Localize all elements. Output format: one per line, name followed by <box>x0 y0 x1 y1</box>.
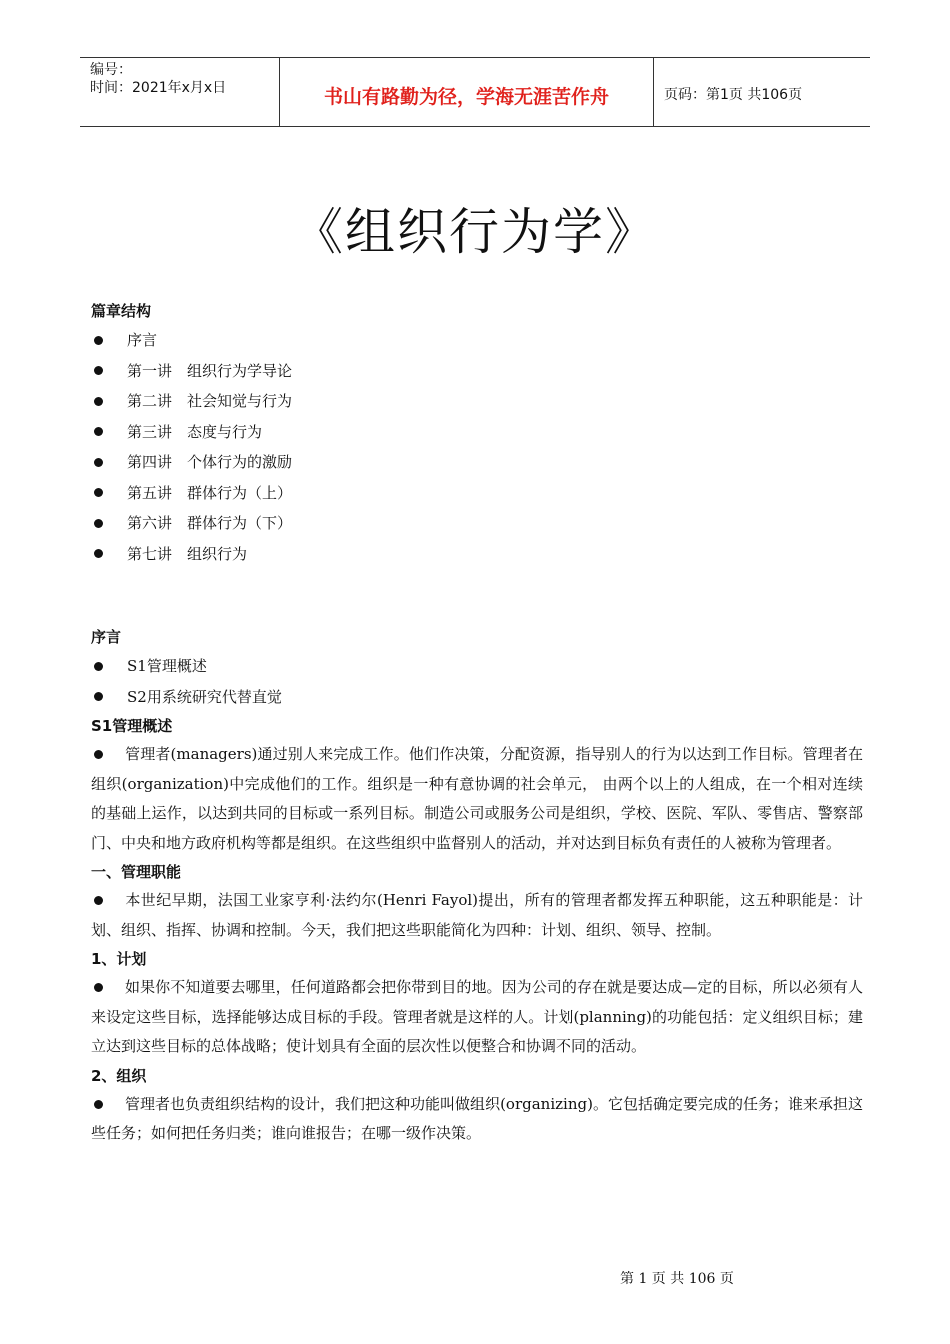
document-time-label: 时间：2021年x月x日 <box>90 80 227 96</box>
header-motto: 书山有路勤为径，学海无涯苦作舟 <box>280 58 654 126</box>
document-header <box>80 57 870 127</box>
header-info-cell <box>80 58 280 126</box>
preface-item: S2用系统研究代替直觉 <box>91 682 863 713</box>
toc-item: 第六讲 群体行为（下） <box>91 508 863 539</box>
bullet-icon <box>94 896 103 905</box>
s1-paragraph: 管理者(managers)通过别人来完成工作。他们作决策，分配资源，指导别人的行为以达到工作目标。管理者在组织(organization)中完成他们的工作。组织是一种有意协调的社会单元， 由两个以上的人组成，在一个相对连续的基础上运作，以达到共同的目标或一系列目标。制造公司或服务公司是组织，学校、医院、军队、零售店、警察部门、中央和地方政府机构等都是组织。在这些组织中监督别人的活动，并对达到目标负有责任的人被称为管理者。 <box>91 745 863 852</box>
bullet-icon <box>94 519 103 528</box>
s1-heading: S1管理概述 <box>91 717 173 735</box>
toc-item: 序言 <box>91 325 863 356</box>
toc-item: 第四讲 个体行为的激励 <box>91 447 863 478</box>
bullet-icon <box>94 549 103 558</box>
toc-item: 第五讲 群体行为（上） <box>91 478 863 509</box>
page-footer: 第 1 页 共 106 页 <box>620 1271 734 1287</box>
bullet-icon <box>94 427 103 436</box>
bullet-icon <box>94 750 103 759</box>
bullet-icon <box>94 397 103 406</box>
toc-item: 第二讲 社会知觉与行为 <box>91 386 863 417</box>
toc-item: 第一讲 组织行为学导论 <box>91 356 863 387</box>
preface-heading: 序言 <box>91 628 122 646</box>
toc-item: 第三讲 态度与行为 <box>91 417 863 448</box>
organizing-paragraph: 管理者也负责组织结构的设计，我们把这种功能叫做组织(organizing)。它包括确定要完成的任务；谁来承担这些任务；如何把任务归类；谁向谁报告；在哪一级作决策。 <box>91 1094 863 1142</box>
bullet-icon <box>94 488 103 497</box>
planning-paragraph: 如果你不知道要去哪里，任何道路都会把你带到目的地。因为公司的存在就是要达成—定的目标，所以必须有人来设定这些目标，选择能够达成目标的手段。管理者就是这样的人。计划(planning)的功能包括：定义组织目标；建立达到这些目标的总体战略；使计划具有全面的层次性以便整合和协调不同的活动。 <box>91 978 863 1055</box>
organizing-heading: 2、组织 <box>91 1066 147 1085</box>
toc-heading: 篇章结构 <box>91 302 152 320</box>
bullet-icon <box>94 458 103 467</box>
bullet-icon <box>94 692 103 701</box>
bullet-icon <box>94 983 103 992</box>
bullet-icon <box>94 1100 103 1109</box>
document-body <box>91 297 863 1149</box>
functions-paragraph: 本世纪早期，法国工业家亨利·法约尔(Henri Fayol)提出，所有的管理者都发挥五种职能，这五种职能是：计划、组织、指挥、协调和控制。今天，我们把这些职能简化为四种：计划、组织、领导、控制。 <box>91 891 863 939</box>
document-number-label: 编号： <box>90 62 132 78</box>
bullet-icon <box>94 336 103 345</box>
bullet-icon <box>94 662 103 671</box>
bullet-icon <box>94 366 103 375</box>
header-page-label: 页码：第1页 共106页 <box>664 87 803 103</box>
preface-item: S1管理概述 <box>91 651 863 682</box>
document-title: 《组织行为学》 <box>293 203 657 261</box>
planning-heading: 1、计划 <box>91 950 147 968</box>
toc-item: 第七讲 组织行为 <box>91 539 863 570</box>
functions-heading: 一、管理职能 <box>91 863 182 881</box>
